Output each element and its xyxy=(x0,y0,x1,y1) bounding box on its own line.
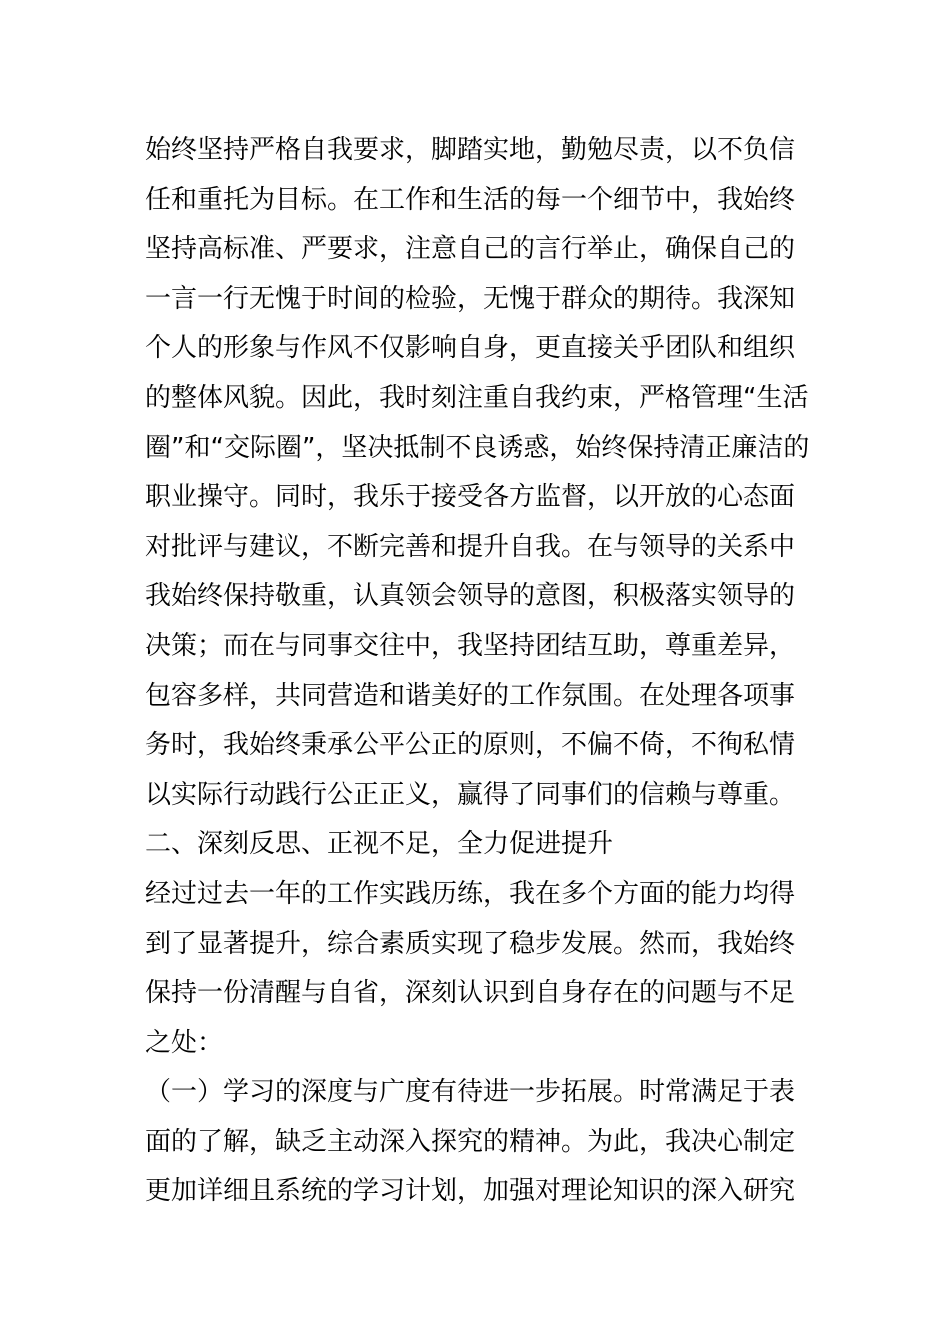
text-line: 决策；而在与同事交往中，我坚持团结互助，尊重差异， xyxy=(145,630,796,661)
text-line: 保持一份清醒与自省，深刻认识到自身存在的问题与不足 xyxy=(145,978,796,1009)
subsection-line: （一）学习的深度与广度有待进一步拓展。时常满足于表 xyxy=(145,1077,796,1108)
text-line: 之处： xyxy=(145,1027,224,1058)
text-line: 的整体风貌。因此，我时刻注重自我约束，严格管理“生活 xyxy=(145,382,809,413)
text-line: 更加详细且系统的学习计划，加强对理论知识的深入研究 xyxy=(145,1176,796,1207)
text-line: 一言一行无愧于时间的检验，无愧于群众的期待。我深知 xyxy=(145,283,796,314)
text-line: 任和重托为目标。在工作和生活的每一个细节中，我始终 xyxy=(145,184,796,215)
text-line: 始终坚持严格自我要求，脚踏实地，勤勉尽责，以不负信 xyxy=(145,135,796,165)
document-body xyxy=(145,126,815,1217)
text-line: 到了显著提升，综合素质实现了稳步发展。然而，我始终 xyxy=(145,928,796,959)
text-line: 坚持高标准、严要求，注意自己的言行举止，确保自己的 xyxy=(145,234,796,265)
text-line: 我始终保持敬重，认真领会领导的意图，积极落实领导的 xyxy=(145,581,796,612)
section-heading: 二、深刻反思、正视不足，全力促进提升 xyxy=(145,829,614,860)
text-line: 个人的形象与作风不仅影响自身，更直接关乎团队和组织 xyxy=(145,333,796,364)
text-line: 面的了解，缺乏主动深入探究的精神。为此，我决心制定 xyxy=(145,1126,796,1157)
text-line: 圈”和“交际圈”，坚决抵制不良诱惑，始终保持清正廉洁的 xyxy=(145,432,810,463)
text-line: 经过过去一年的工作实践历练，我在多个方面的能力均得 xyxy=(145,878,796,909)
text-line: 职业操守。同时，我乐于接受各方监督，以开放的心态面 xyxy=(145,482,796,513)
text-line: 对批评与建议，不断完善和提升自我。在与领导的关系中 xyxy=(145,531,796,562)
text-line: 务时，我始终秉承公平公正的原则，不偏不倚，不徇私情 xyxy=(145,730,796,761)
text-line: 以实际行动践行公正正义，赢得了同事们的信赖与尊重。 xyxy=(145,779,796,810)
text-line: 包容多样，共同营造和谐美好的工作氛围。在处理各项事 xyxy=(145,680,796,711)
